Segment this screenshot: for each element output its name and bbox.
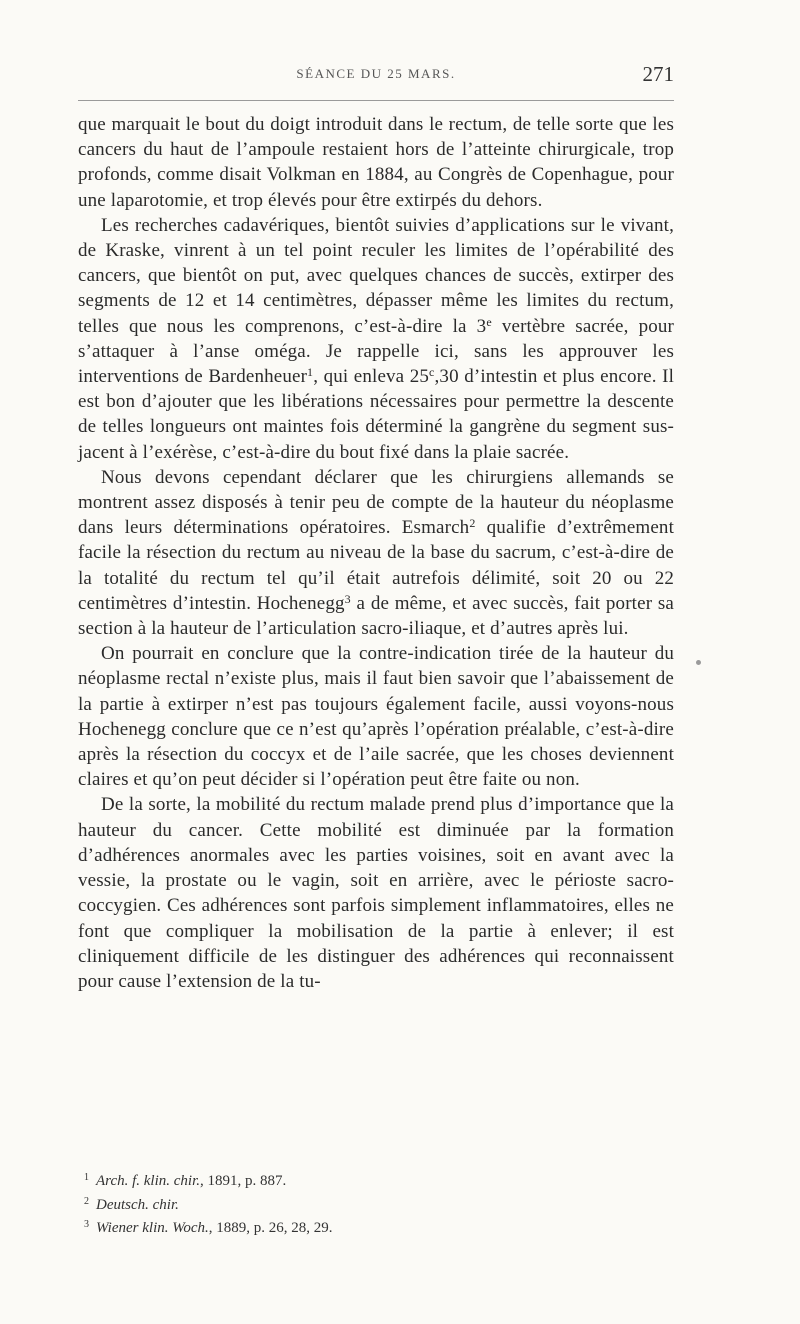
footnote-detail: , 1891, p. 887. bbox=[200, 1173, 287, 1189]
paragraph bbox=[78, 641, 674, 792]
footnote-title: Arch. f. klin. chir. bbox=[96, 1173, 201, 1189]
footnote bbox=[84, 1215, 644, 1239]
paragraph-text: que marquait le bout du doigt introduit dans le rectum, de telle sorte que les cancers du haut de l’ampoule restaient hors de l’atteinte chirurgicale, trop profonds, comme disait Volkman en 1884, au Congrès de Copenhague, pour une laparotomie, et trop élevés pour être extirpés du dehors. bbox=[78, 114, 674, 211]
footnote-reference: 1 bbox=[307, 365, 314, 380]
footnote-reference: 3 bbox=[344, 591, 351, 606]
page-number: 271 bbox=[642, 62, 674, 86]
footnote-detail: , 1889, p. 26, 28, 29. bbox=[208, 1220, 333, 1236]
paragraph-text: Nous devons cependant déclarer que les chirurgiens allemands se montrent assez disposés à tenir peu de compte de la hauteur du néoplasme dans leurs déterminations opératoires. Esmarch bbox=[78, 466, 674, 539]
paragraph-text: On pourrait en conclure que la contre-indication tirée de la hauteur du néoplasme rectal n’existe plus, mais il faut bien savoir que l’abaissement de la partie à extirper n’est pas toujours également facile, aussi voyons-nous Hochenegg conclure que ce n’est qu’après l’opération préalable, c’est-à-dire après la résection du coccyx et de l’aile sacrée, que les choses deviennent claires et qu’on peut décider si l’opération peut être faite ou non. bbox=[78, 643, 674, 791]
footnote-mark: 1 bbox=[84, 1172, 89, 1183]
body-text bbox=[78, 112, 674, 994]
paragraph-text: qualifie d’extrêmement facile la résection du rectum au niveau de la base du sacrum, c’est-à-dire de la totalité du rectum tel qu’il était autrefois délimité, soit 20 ou 22 centimètres d’intestin. Hochenegg bbox=[78, 517, 675, 614]
header-rule bbox=[78, 100, 674, 101]
footnote-mark: 2 bbox=[84, 1195, 89, 1207]
footnote bbox=[84, 1192, 644, 1216]
footnotes bbox=[84, 1168, 644, 1239]
superscript: c bbox=[429, 365, 435, 380]
footnote-title: Wiener klin. Woch. bbox=[96, 1220, 209, 1236]
paragraph bbox=[78, 465, 674, 641]
footnote-mark: 3 bbox=[84, 1219, 89, 1230]
paragraph-text: Les recherches cadavériques, bientôt suivies d’applications sur le vivant, de Kraske, vinrent à un tel point reculer les limites de l’opérabilité des cancers, que bientôt on put, avec quelques chances de succès, extirper des segments de 12 et 14 centimètres, dépasser même les limites du rectum, telles que nous les comprenons, c’est-à-dire la 3 bbox=[78, 214, 674, 337]
paragraph-text: De la sorte, la mobilité du rectum malade prend plus d’importance que la hauteur du cancer. Cette mobilité est diminuée par la formation d’adhérences anormales avec les parties voisines, soit en avant avec la vessie, la prostate ou le vagin, soit en arrière, avec le périoste sacro-coccygien. Ces adhérences sont parfois simplement inflammatoires, elles ne font que compliquer la mobilisation de la partie à enlever; il est cliniquement difficile de les distinguer des adhérences qui reconnaissent pour cause l’extension de la tu- bbox=[78, 794, 674, 992]
paragraph bbox=[78, 792, 674, 994]
footnote bbox=[84, 1168, 644, 1192]
paragraph-text: , qui enleva 25 bbox=[313, 366, 430, 388]
superscript: e bbox=[486, 314, 492, 329]
paragraph bbox=[78, 213, 674, 465]
paragraph-text: a de même, et avec succès, fait porter sa section à la hauteur de l’articulation sacro-iliaque, et d’autres après lui. bbox=[78, 592, 675, 640]
page-header bbox=[78, 62, 674, 92]
paragraph bbox=[78, 112, 674, 213]
paragraph-text: vertèbre sacrée, pour s’attaquer à l’anse oméga. Je rappelle ici, sans les approuver les interventions de Bardenheuer bbox=[78, 315, 674, 388]
footnote-title: Deutsch. chir. bbox=[96, 1196, 179, 1213]
margin-mark bbox=[696, 660, 701, 665]
footnote-reference: 2 bbox=[469, 516, 476, 531]
running-title: SÉANCE DU 25 MARS. bbox=[296, 66, 456, 81]
paragraph-text: ,30 d’intestin et plus encore. Il est bon d’ajouter que les libérations nécessaires pour permettre la descente de telles longueurs ont maintes fois déterminé la gangrène du segment sus-jacent à l’exérèse, c’est-à-dire du bout fixé dans la plaie sacrée. bbox=[78, 366, 674, 463]
